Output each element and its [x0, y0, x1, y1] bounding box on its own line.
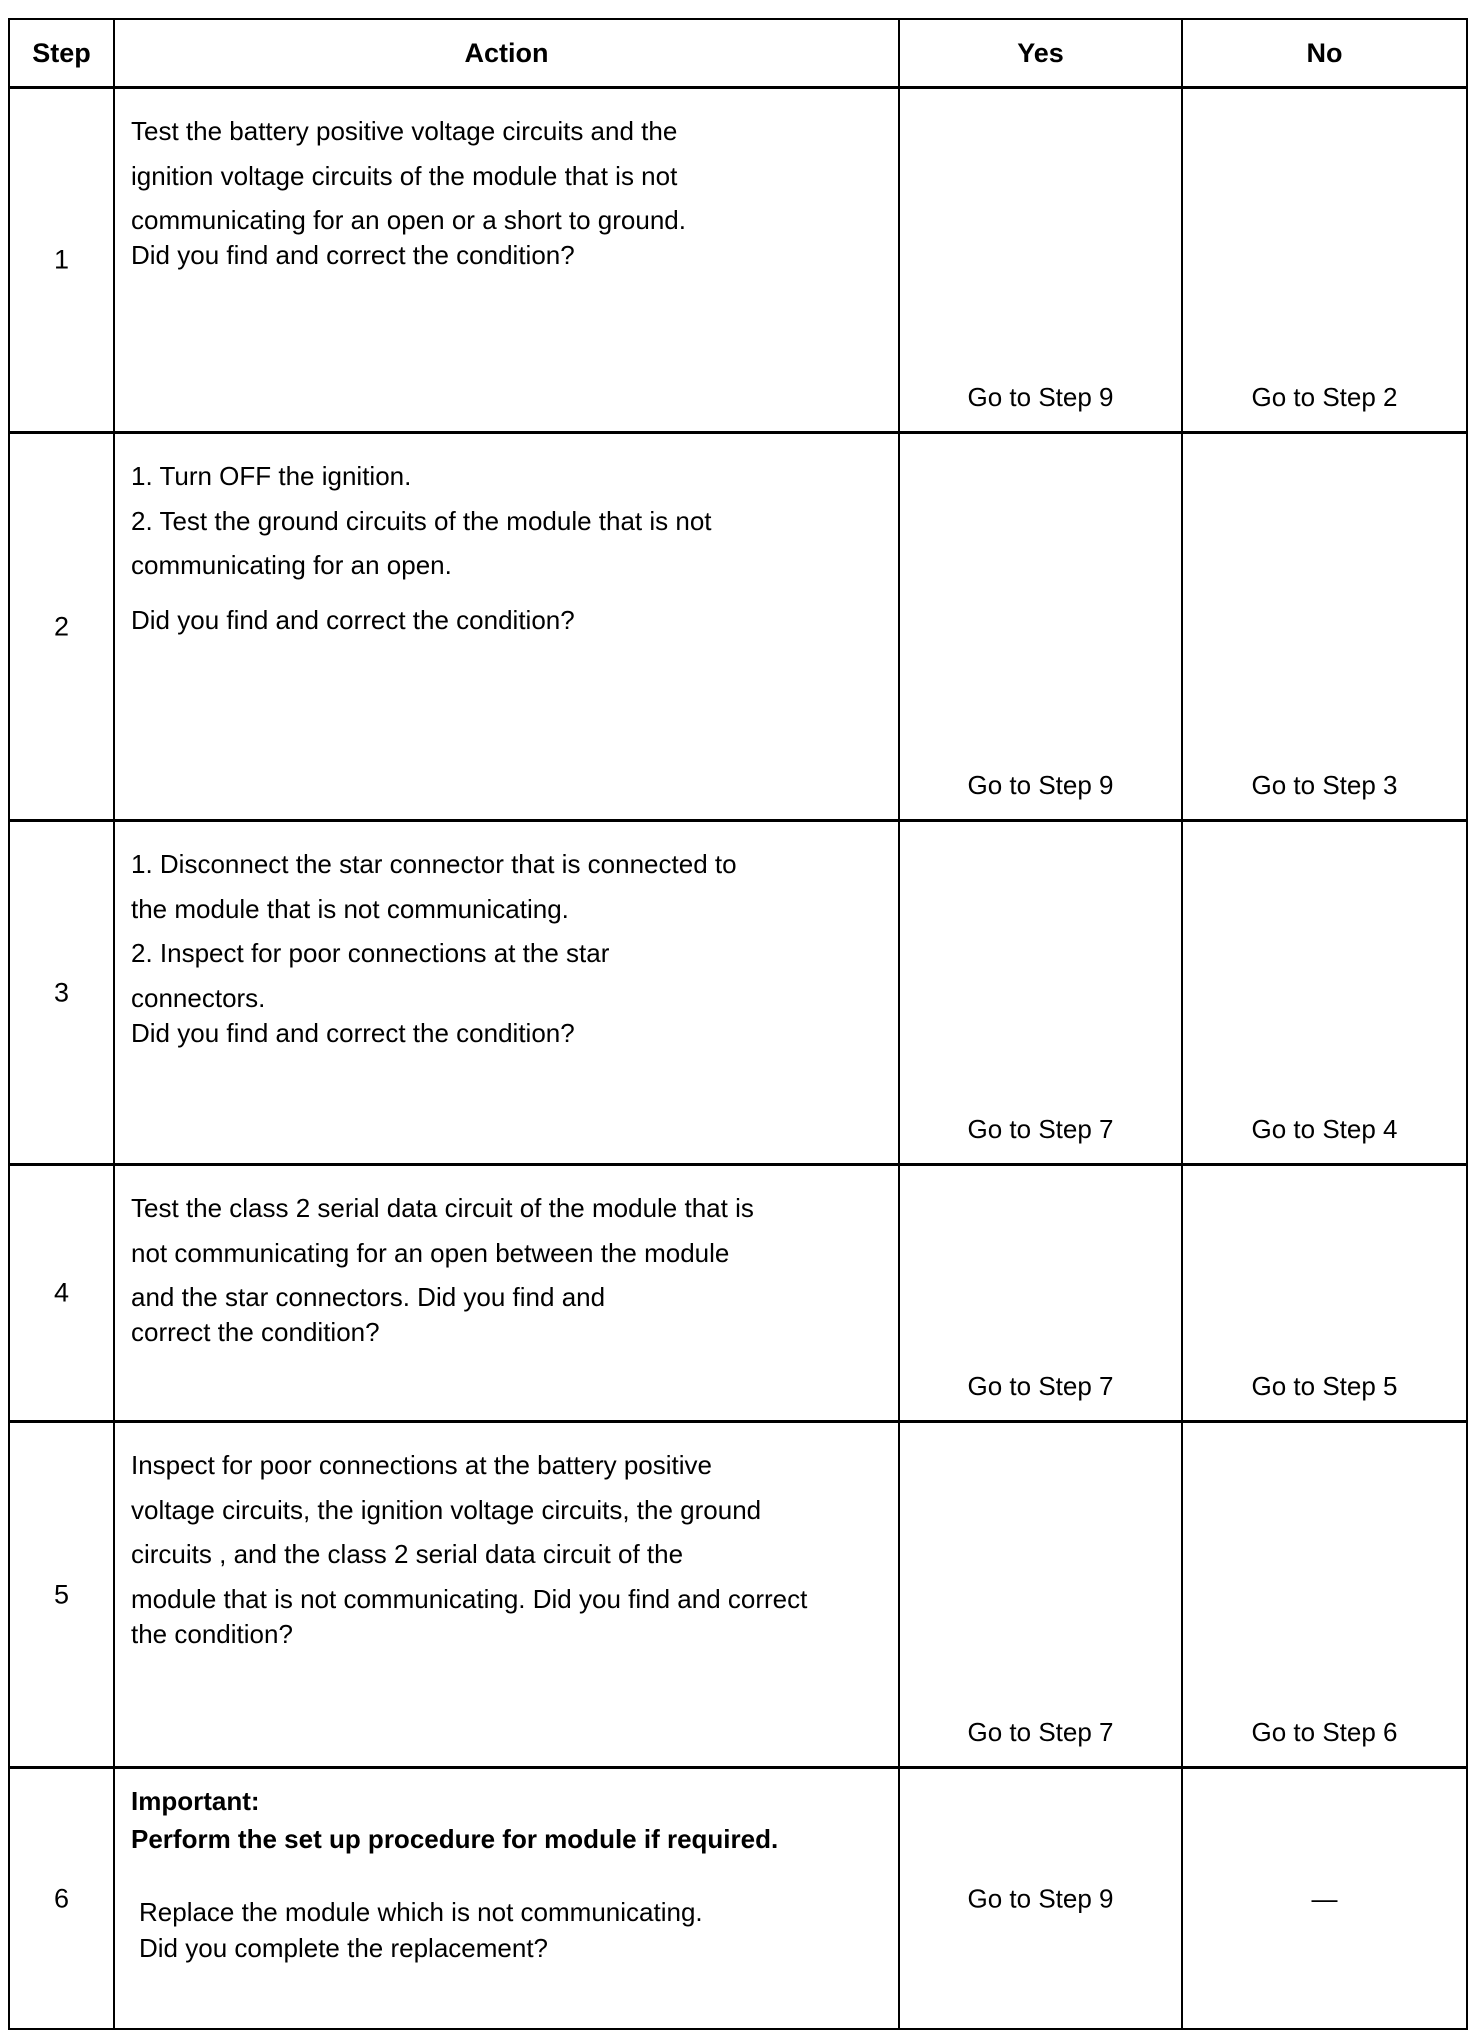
- diagnostic-table: [8, 18, 1468, 2030]
- table-row: [10, 431, 1466, 819]
- action-line: communicating for an open or a short to ground.: [131, 205, 686, 236]
- yes-link[interactable]: Go to Step 9: [967, 770, 1114, 800]
- action-line: circuits , and the class 2 serial data circuit of the: [131, 1539, 684, 1570]
- step-number: 6: [53, 1883, 70, 1913]
- action-cell: [113, 89, 898, 431]
- action-line: 1. Turn OFF the ignition.: [131, 461, 412, 491]
- action-text: [115, 1166, 898, 1349]
- action-line: Test the battery positive voltage circuits and the: [131, 116, 678, 146]
- action-question: correct the condition?: [131, 1317, 380, 1348]
- step-cell: [10, 434, 113, 819]
- action-line: not communicating for an open between the module: [131, 1237, 730, 1268]
- yes-cell: [898, 89, 1181, 431]
- table-row: [10, 1163, 1466, 1420]
- action-line: ignition voltage circuits of the module that is not: [131, 160, 678, 191]
- action-line: Inspect for poor connections at the battery positive: [131, 1450, 713, 1480]
- action-line: module that is not communicating. Did you find and correct: [131, 1584, 808, 1615]
- yes-cell: [898, 822, 1181, 1163]
- action-line: 2. Inspect for poor connections at the star: [131, 938, 610, 969]
- action-line: Test the class 2 serial data circuit of the module that is: [131, 1193, 754, 1223]
- no-dash: —: [1311, 1883, 1338, 1913]
- table-row: [10, 819, 1466, 1163]
- header-step: Step: [32, 37, 91, 68]
- yes-link[interactable]: Go to Step 7: [967, 1717, 1114, 1747]
- step-cell: [10, 89, 113, 431]
- yes-link[interactable]: Go to Step 9: [967, 1883, 1114, 1913]
- action-question: Did you find and correct the condition?: [131, 605, 575, 636]
- action-cell: [113, 1769, 898, 2028]
- yes-cell: [898, 1769, 1181, 2028]
- no-cell: [1181, 89, 1466, 431]
- no-cell: [1181, 1769, 1466, 2028]
- step-cell: [10, 1166, 113, 1420]
- header-action: Action: [113, 20, 898, 86]
- no-cell: [1181, 434, 1466, 819]
- action-cell: [113, 434, 898, 819]
- action-question: Did you find and correct the condition?: [131, 240, 575, 271]
- action-line: and the star connectors. Did you find and: [131, 1282, 606, 1313]
- important-label: Important:: [131, 1786, 260, 1816]
- no-link[interactable]: Go to Step 4: [1251, 1114, 1398, 1144]
- header-no: No: [1181, 20, 1466, 86]
- no-link[interactable]: Go to Step 3: [1251, 770, 1398, 800]
- action-cell: [113, 822, 898, 1163]
- yes-link[interactable]: Go to Step 7: [967, 1371, 1114, 1401]
- step-cell: [10, 822, 113, 1163]
- action-text: [115, 1423, 898, 1650]
- spacer: [131, 1858, 868, 1894]
- yes-cell: [898, 434, 1181, 819]
- no-cell: [1181, 1166, 1466, 1420]
- table-row: [10, 86, 1466, 431]
- action-line: communicating for an open.: [131, 550, 452, 581]
- step-number: 5: [53, 1579, 70, 1609]
- no-link[interactable]: Go to Step 6: [1251, 1717, 1398, 1747]
- header-yes: Yes: [898, 20, 1181, 86]
- no-cell: [1181, 1423, 1466, 1766]
- action-cell: [113, 1423, 898, 1766]
- yes-cell: [898, 1423, 1181, 1766]
- action-line: voltage circuits, the ignition voltage circuits, the ground: [131, 1494, 762, 1525]
- yes-link[interactable]: Go to Step 9: [967, 382, 1114, 412]
- table-row: [10, 1420, 1466, 1766]
- yes-link[interactable]: Go to Step 7: [967, 1114, 1114, 1144]
- no-cell: [1181, 822, 1466, 1163]
- step-number: 4: [53, 1277, 70, 1308]
- step-number: 3: [53, 977, 70, 1007]
- table-header-row: [10, 20, 1466, 86]
- action-text: [115, 1769, 898, 1965]
- yes-cell: [898, 1166, 1181, 1420]
- action-cell: [113, 1166, 898, 1420]
- action-line: Replace the module which is not communicating.: [139, 1897, 703, 1928]
- action-question: the condition?: [131, 1618, 293, 1649]
- action-text: [115, 89, 898, 272]
- action-text: [115, 822, 898, 1049]
- no-link[interactable]: Go to Step 2: [1251, 382, 1398, 412]
- action-line: the module that is not communicating.: [131, 893, 569, 924]
- action-line: connectors.: [131, 983, 266, 1014]
- step-number: 1: [53, 244, 70, 275]
- action-text: [115, 434, 898, 643]
- important-text: Perform the set up procedure for module if required.: [131, 1823, 779, 1854]
- action-question: Did you find and correct the condition?: [131, 1017, 575, 1048]
- action-line: 2. Test the ground circuits of the module that is not: [131, 505, 712, 536]
- step-number: 2: [53, 611, 70, 641]
- no-link[interactable]: Go to Step 5: [1251, 1371, 1398, 1401]
- step-cell: [10, 1769, 113, 2028]
- step-cell: [10, 1423, 113, 1766]
- action-line: 1. Disconnect the star connector that is connected to: [131, 849, 737, 879]
- table-row: [10, 1766, 1466, 2028]
- action-question: Did you complete the replacement?: [139, 1933, 549, 1964]
